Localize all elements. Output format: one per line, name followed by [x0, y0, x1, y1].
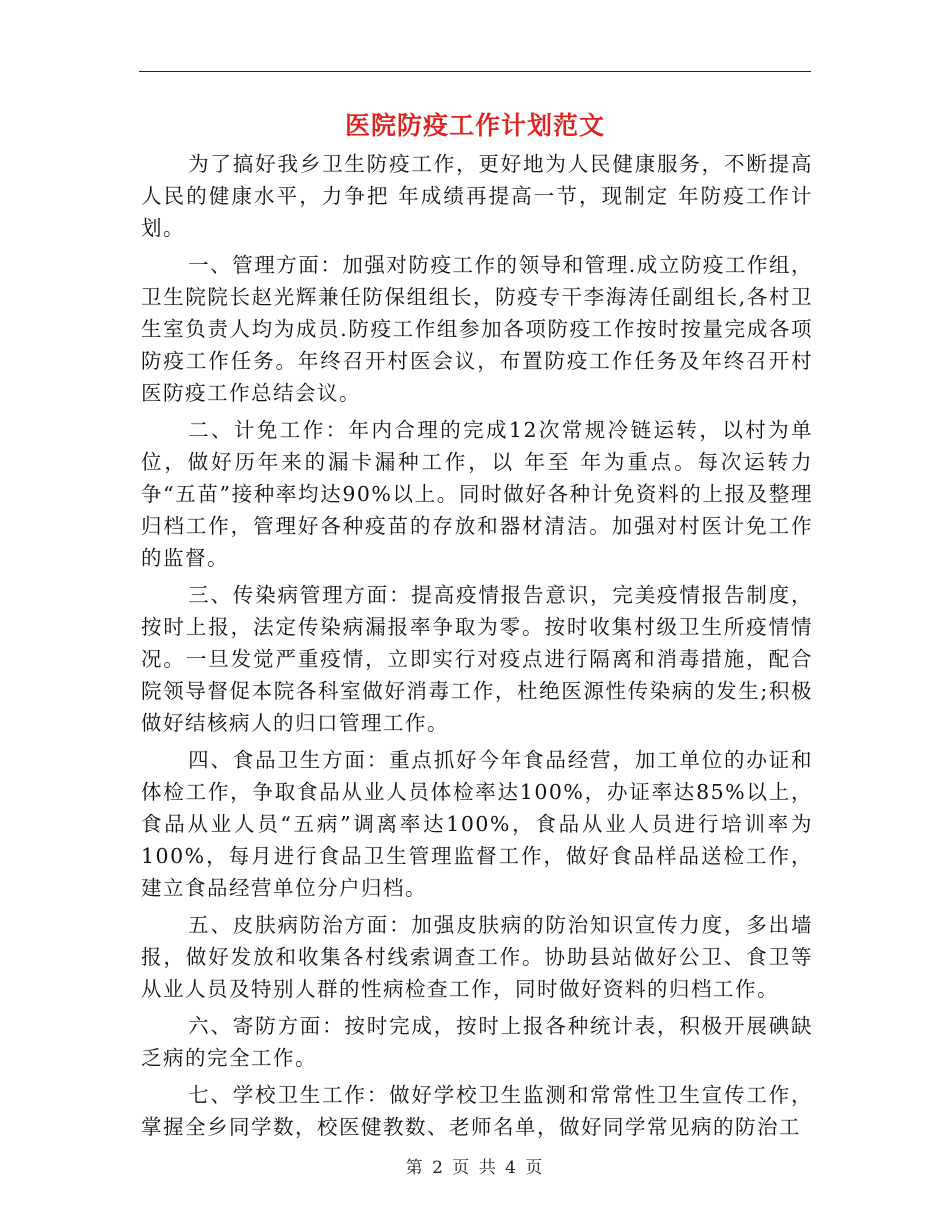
skin-disease-paragraph: 五、皮肤病防治方面：加强皮肤病的防治知识宣传力度，多出墙报，做好发放和收集各村线索调查工作。协助县站做好公卫、食卫等从业人员及特别人群的性病检查工作，同时做好资料的归档工作。: [141, 913, 813, 1001]
page-number: 第 2 页 共 4 页: [405, 1158, 545, 1178]
school-hygiene-paragraph: 七、学校卫生工作：做好学校卫生监测和常常性卫生宣传工作，掌握全乡同学数，校医健教数、老师名单，做好同学常见病的防治工: [141, 1083, 813, 1139]
document-title: 医院防疫工作计划范文: [344, 111, 605, 140]
parasite-prevention-paragraph: 六、寄防方面：按时完成，按时上报各种统计表，积极开展碘缺乏病的完全工作。: [141, 1014, 813, 1070]
document-body: [141, 148, 813, 1148]
management-paragraph: 一、管理方面：加强对防疫工作的领导和管理.成立防疫工作组，卫生院院长赵光辉兼任防保组组长，防疫专干李海涛任副组长,各村卫生室负责人均为成员.防疫工作组参加各项防疫工作按时按量完成各项防疫工作任务。年终召开村医会议，布置防疫工作任务及年终召开村医防疫工作总结会议。: [141, 253, 813, 405]
infectious-disease-paragraph: 三、传染病管理方面：提高疫情报告意识，完美疫情报告制度，按时上报，法定传染病漏报率争取为零。按时收集村级卫生所疫情情况。一旦发觉严重疫情，立即实行对疫点进行隔离和消毒措施，配合院领导督促本院各科室做好消毒工作，杜绝医源性传染病的发生;积极做好结核病人的归口管理工作。: [141, 583, 813, 735]
intro-paragraph: 为了搞好我乡卫生防疫工作，更好地为人民健康服务，不断提高人民的健康水平，力争把 年成绩再提高一节，现制定 年防疫工作计划。: [141, 152, 813, 240]
immunization-paragraph: 二、计免工作：年内合理的完成12次常规冷链运转，以村为单位，做好历年来的漏卡漏种工作，以 年至 年为重点。每次运转力争“五苗”接种率均达90%以上。同时做好各种计免资料的上报及整理归档工作，管理好各种疫苗的存放和器材清洁。加强对村医计免工作的监督。: [141, 418, 813, 570]
food-hygiene-paragraph: 四、食品卫生方面：重点抓好今年食品经营，加工单位的办证和体检工作，争取食品从业人员体检率达100%，办证率达85%以上，食品从业人员“五病”调离率达100%，食品从业人员进行培训率为100%，每月进行食品卫生管理监督工作，做好食品样品送检工作，建立食品经营单位分户归档。: [141, 748, 813, 900]
header-rule: [139, 71, 811, 72]
